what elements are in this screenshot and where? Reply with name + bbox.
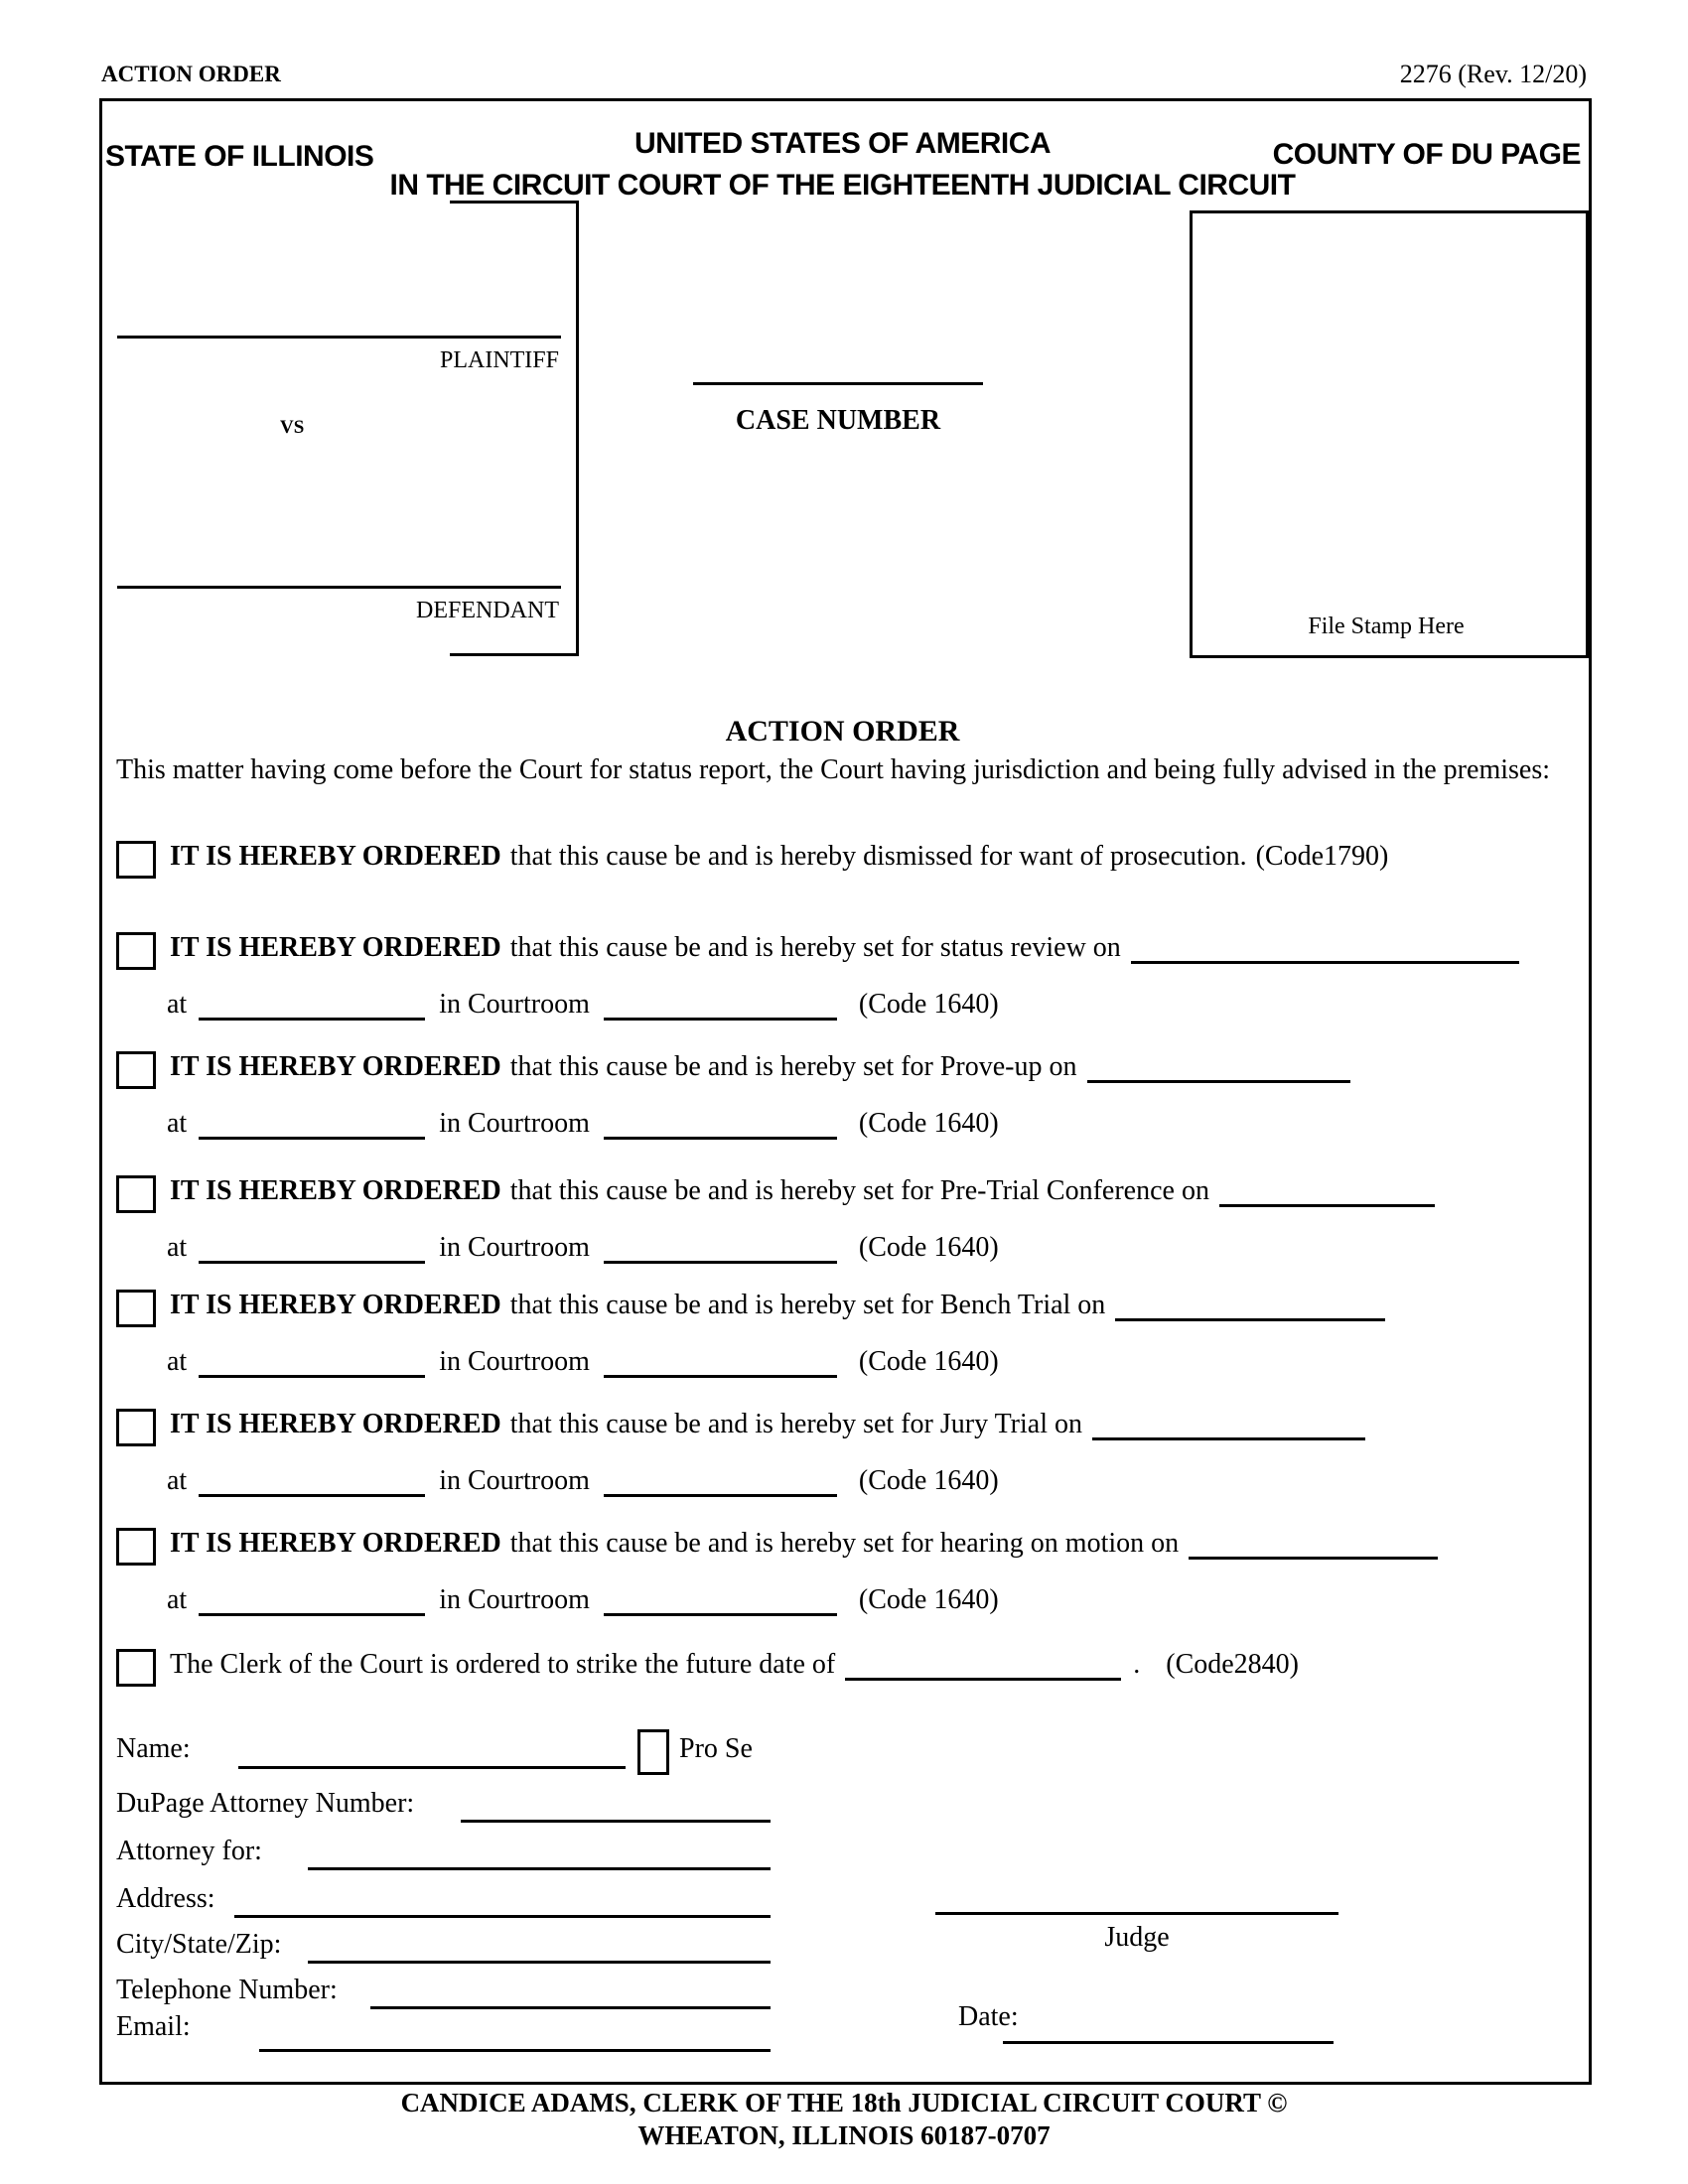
checkbox-status-review[interactable] (116, 932, 156, 970)
judge-signature-field[interactable] (935, 1912, 1338, 1915)
status-review-time-field[interactable] (199, 987, 425, 1021)
ordered-lead: IT IS HEREBY ORDERED (170, 1290, 501, 1320)
order-item-text: that this cause be and is hereby set for Prove-up on (509, 1051, 1077, 1082)
strike-text: The Clerk of the Court is ordered to strike the future date of (170, 1649, 836, 1680)
motion-hearing-date-field[interactable] (1189, 1526, 1438, 1560)
at-label: at (167, 1346, 188, 1377)
order-item-jury-trial (116, 1407, 1365, 1446)
email-label: Email: (116, 2011, 191, 2042)
date-label: Date: (958, 2001, 1019, 2032)
at-label: at (167, 1465, 188, 1496)
motion-hearing-time-field[interactable] (199, 1582, 425, 1616)
bench-trial-schedule (167, 1344, 999, 1380)
prove-up-date-field[interactable] (1087, 1049, 1351, 1083)
telephone-number-field[interactable] (370, 2006, 771, 2009)
defendant-name-field[interactable] (117, 586, 561, 589)
status-review-date-field[interactable] (1131, 930, 1519, 964)
prove-up-schedule (167, 1106, 999, 1142)
vs-label: vs (280, 409, 305, 439)
jury-trial-date-field[interactable] (1092, 1407, 1365, 1440)
order-item-text: that this cause be and is hereby set for hearing on motion on (509, 1528, 1180, 1559)
jury-trial-time-field[interactable] (199, 1463, 425, 1497)
order-item-strike-date (116, 1647, 1299, 1687)
checkbox-strike-date[interactable] (116, 1649, 156, 1687)
at-label: at (167, 1108, 188, 1139)
at-label: at (167, 1232, 188, 1263)
pre-trial-schedule (167, 1230, 999, 1266)
ordered-lead: IT IS HEREBY ORDERED (170, 1528, 501, 1559)
clerk-footer-line2: WHEATON, ILLINOIS 60187-0707 (637, 2120, 1051, 2150)
pre-trial-time-field[interactable] (199, 1230, 425, 1264)
in-courtroom-label: in Courtroom (439, 1465, 590, 1496)
checkbox-bench-trial[interactable] (116, 1290, 156, 1327)
form-number: 2276 (Rev. 12/20) (1399, 60, 1587, 88)
address-field[interactable] (234, 1915, 771, 1918)
ordered-lead: IT IS HEREBY ORDERED (170, 1051, 501, 1082)
dupage-attorney-number-label: DuPage Attorney Number: (116, 1788, 415, 1819)
name-label: Name: (116, 1733, 191, 1764)
order-item-motion-hearing (116, 1526, 1438, 1566)
prove-up-time-field[interactable] (199, 1106, 425, 1140)
date-field[interactable] (1003, 2041, 1334, 2044)
strike-period: . (1133, 1649, 1141, 1680)
order-item-text: that this cause be and is hereby set for Bench Trial on (509, 1290, 1106, 1320)
strike-date-field[interactable] (845, 1647, 1121, 1681)
judge-label: Judge (1104, 1922, 1170, 1953)
order-item-pre-trial (116, 1173, 1435, 1213)
code-label: (Code 1640) (858, 989, 999, 1020)
ordered-lead: IT IS HEREBY ORDERED (170, 841, 501, 872)
case-number-label: CASE NUMBER (735, 405, 941, 436)
at-label: at (167, 989, 188, 1020)
at-label: at (167, 1584, 188, 1615)
checkbox-dismissal[interactable] (116, 841, 156, 879)
plaintiff-name-field[interactable] (117, 336, 561, 339)
jury-trial-courtroom-field[interactable] (604, 1463, 837, 1497)
file-stamp-box (1190, 210, 1589, 658)
circuit-court-heading: IN THE CIRCUIT COURT OF THE EIGHTEENTH JUDICIAL CIRCUIT (389, 169, 1296, 202)
in-courtroom-label: in Courtroom (439, 1232, 590, 1263)
form-name-header: ACTION ORDER (101, 62, 281, 86)
address-label: Address: (116, 1883, 215, 1914)
code-label: (Code 1640) (858, 1346, 999, 1377)
plaintiff-label: PLAINTIFF (439, 347, 559, 373)
motion-hearing-schedule (167, 1582, 999, 1618)
pro-se-label: Pro Se (679, 1733, 753, 1764)
status-review-schedule (167, 987, 999, 1023)
status-review-courtroom-field[interactable] (604, 987, 837, 1021)
bench-trial-courtroom-field[interactable] (604, 1344, 837, 1378)
page-title: ACTION ORDER (725, 715, 960, 748)
attorney-for-field[interactable] (308, 1867, 771, 1870)
pre-trial-date-field[interactable] (1219, 1173, 1435, 1207)
country-heading: UNITED STATES OF AMERICA (633, 127, 1052, 160)
defendant-label: DEFENDANT (416, 598, 559, 623)
jury-trial-schedule (167, 1463, 999, 1499)
order-item-dismissal (116, 839, 1388, 879)
order-item-prove-up (116, 1049, 1350, 1089)
telephone-number-label: Telephone Number: (116, 1975, 338, 2005)
strike-code: (Code2840) (1166, 1649, 1300, 1680)
file-stamp-label: File Stamp Here (1308, 614, 1465, 639)
county-heading: COUNTY OF DU PAGE (1272, 138, 1581, 171)
code-label: (Code 1640) (858, 1108, 999, 1139)
dupage-attorney-number-field[interactable] (461, 1820, 771, 1823)
in-courtroom-label: in Courtroom (439, 1346, 590, 1377)
code-label: (Code 1640) (858, 1465, 999, 1496)
order-item-text: that this cause be and is hereby dismissed for want of prosecution. (509, 841, 1247, 872)
prove-up-courtroom-field[interactable] (604, 1106, 837, 1140)
checkbox-jury-trial[interactable] (116, 1409, 156, 1446)
ordered-lead: IT IS HEREBY ORDERED (170, 1175, 501, 1206)
ordered-lead: IT IS HEREBY ORDERED (170, 1409, 501, 1439)
bench-trial-date-field[interactable] (1115, 1288, 1385, 1321)
case-number-field[interactable] (693, 382, 983, 385)
city-state-zip-label: City/State/Zip: (116, 1929, 282, 1960)
checkbox-prove-up[interactable] (116, 1051, 156, 1089)
bench-trial-time-field[interactable] (199, 1344, 425, 1378)
clerk-footer-line1: CANDICE ADAMS, CLERK OF THE 18th JUDICIAL CIRCUIT COURT © (400, 2088, 1288, 2117)
order-item-bench-trial (116, 1288, 1385, 1327)
name-field[interactable] (238, 1766, 626, 1769)
checkbox-pre-trial[interactable] (116, 1175, 156, 1213)
motion-hearing-courtroom-field[interactable] (604, 1582, 837, 1616)
order-item-text: that this cause be and is hereby set for Pre-Trial Conference on (509, 1175, 1209, 1206)
in-courtroom-label: in Courtroom (439, 1584, 590, 1615)
city-state-zip-field[interactable] (308, 1961, 771, 1964)
email-field[interactable] (259, 2049, 771, 2052)
checkbox-motion-hearing[interactable] (116, 1528, 156, 1566)
code-label: (Code 1640) (858, 1232, 999, 1263)
order-item-code: (Code1790) (1255, 841, 1389, 872)
pre-trial-courtroom-field[interactable] (604, 1230, 837, 1264)
attorney-for-label: Attorney for: (116, 1836, 262, 1866)
in-courtroom-label: in Courtroom (439, 989, 590, 1020)
order-item-text: that this cause be and is hereby set for Jury Trial on (509, 1409, 1082, 1439)
ordered-lead: IT IS HEREBY ORDERED (170, 932, 501, 963)
order-item-status-review (116, 930, 1519, 970)
checkbox-pro-se[interactable] (637, 1729, 669, 1775)
order-item-text: that this cause be and is hereby set for status review on (509, 932, 1121, 963)
state-heading: STATE OF ILLINOIS (105, 140, 374, 173)
intro-paragraph: This matter having come before the Court for status report, the Court having jurisdiction and being fully advised in the premises: (116, 754, 1550, 785)
code-label: (Code 1640) (858, 1584, 999, 1615)
in-courtroom-label: in Courtroom (439, 1108, 590, 1139)
